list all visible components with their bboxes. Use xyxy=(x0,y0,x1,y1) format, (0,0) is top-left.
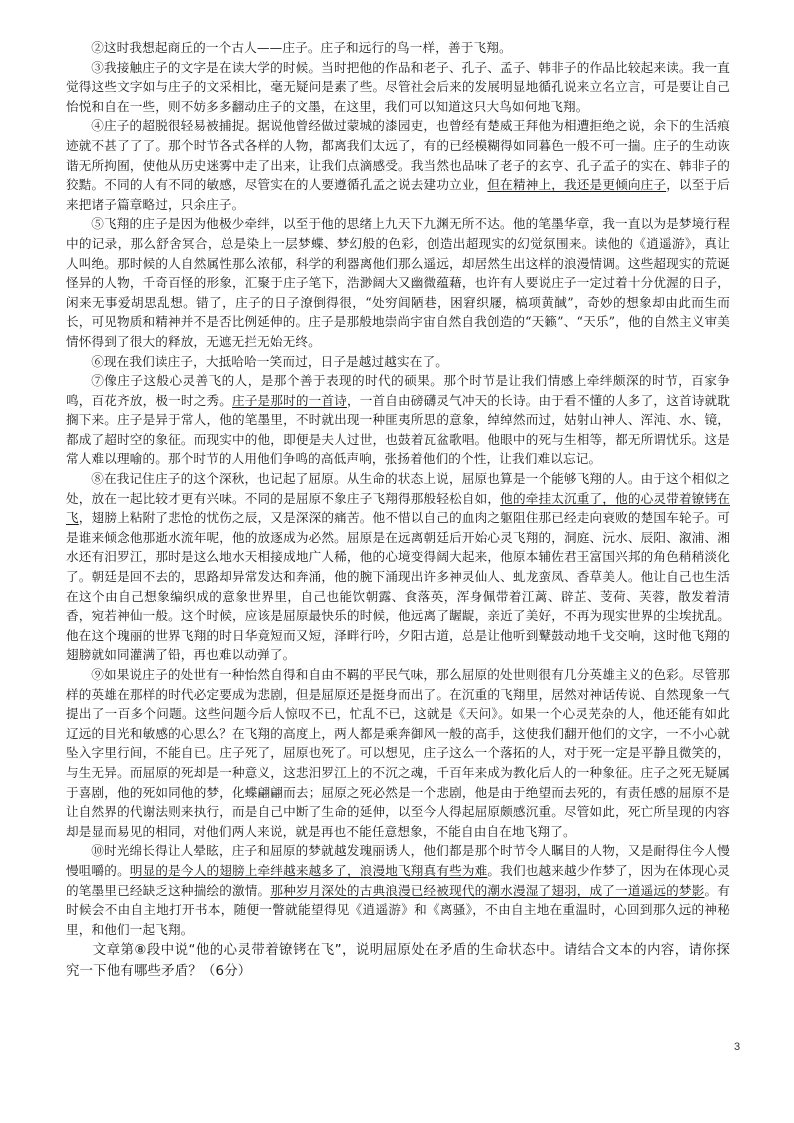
page-number: 3 xyxy=(734,1041,741,1053)
paragraph xyxy=(66,38,730,58)
paragraph-text: ⑨如果说庄子的处世有一种怡然自得和自由不羁的平民气味，那么屈原的处世则很有几分英雄主义的色彩。尽管那样的英雄在那样的时代必定要成为悲剧，但是屈原还是挺身而出了。在沉重的飞翔里，居然对神话传说、自然现象一气提出了一百多个问题。这些问题今后人惊叹不已，忙乱不已，这就是《天问》。如果一个心灵芜杂的人，他还能有如此辽远的目光和敏感的心思么？在飞翔的高度上，两人都是乘奔御风一般的高手，这使我们翻开他们的文字，一不小心就坠入字里行间，不能自已。庄子死了，屈原也死了。可以想见，庄子这么一个落拓的人，对于死一定是平静且微笑的，与生无异。而屈原的死却是一种意义，这悲汨罗江上的不沉之魂，千百年来成为教化后人的一种象征。庄子之死无疑属于喜剧，他的死如同他的梦，化蝶翩翩而去；屈原之死必然是一个悲剧，他是由于绝望而去死的，有责任感的屈原不是让自然界的代谢法则来执行，而是自己中断了生命的延伸，以至今人得起屈原颇感沉重。尽管如此，死亡所呈现的内容却是显而易见的相同，对他们两人来说，就是再也不能任意想象，不能自由自在地飞翔了。 xyxy=(66,667,730,839)
paragraph-text: ，一首自由磅礴灵气冲天的长诗。由于看不懂的人多了，这首诗就耽搁下来。庄子是异于常人，他的笔墨里，不时就出现一种匪夷所思的意象，绰绰然而过，姑射山神人、浑沌、水、镜，都成了超时空的象征。而现实中的他，即便是夫人过世，也鼓着瓦盆歌唱。他眼中的死与生相等，都无所谓忧乐。这是常人难以理喻的。那个时节的人用他们争鸣的高低声响，张扬着他们的个性，让我们难以忘记。 xyxy=(66,392,731,467)
document-body xyxy=(66,38,730,982)
underlined-sentence: 但在精神上，我还是更倾向庄子 xyxy=(487,177,667,193)
question-prompt: 文章第⑧段中说“他的心灵带着镣铐在飞”，说明屈原处在矛盾的生命状态中。请结合文本的内容，请你探究一下他有哪些矛盾？（6分） xyxy=(66,943,730,980)
paragraph-text: 。我们也越来越少作梦了，因为在体现心灵的笔墨里已经缺乏这种揣绘的激情。 xyxy=(66,862,731,898)
paragraph-text: ④庄子的超脱很轻易被捕捉。据说他曾经做过蒙城的漆园吏，也曾经有楚威王拜他为相遭拒绝之说，余下的生活痕迹就不甚了了了。那个时节各式各样的人物，都离我们太远了，有的已经模糊得如同暮色一般不可一揣。庄子的生动诙谐无所拘囿，使他从历史迷雾中走了出来，让我们点滴感受。我当然也品味了老子的玄亨、孔子孟子的实在、韩非子的狡黠。不同的人有不同的敏感，尽管实在的人要遵循孔孟之说去建功立业， xyxy=(66,118,730,193)
paragraph-text: ，翅膀上粘附了悲怆的忧伤之辰，又是深深的痛苦。他不惜以自己的血肉之躯阻住那已经走向衰败的楚国车轮子。可是谁来倾念他那逝水流年呢，他的放逐成为必然。屈原是在远离朝廷后开始心灵飞翔的，洞庭、沅水、辰阳、溆浦、湘水还有汨罗江，那时是这么地水天相接成地广人稀，他的心境变得阔大起来，他原本辅佐君王富国兴邦的角色稍稍淡化了。朝廷是回不去的，思路却异常发达和奔涌，他的腕下涌现出许多神灵仙人、虬龙蛮凤、香草美人。他让自己也生活在这个由自己想象编织成的意象世界里，自己也能饮朝露、食落英，浑身佩带着江蓠、辟芷、芰荷、芙蓉，散发着清香，宛若神仙一般。这个时候，应该是屈原最快乐的时候，他远离了龌龊，亲近了美好，不再为现实世界的尘埃扰乱。他在这个瑰丽的世界飞翔的时日华竟短而又短，泽畔行吟，夕阳古道，总是让他听到鼙鼓动地千戈交响，这时他飞翔的翅膀就如同灌满了铅，再也难以动弹了。 xyxy=(66,510,730,663)
paragraph-text: ⑩时光绵长得让人晕眩，庄子和屈原的梦就越发瑰丽诱人，他们都是那个时节令人瞩目的人物，又是耐得住今人慢慢咀嚼的。 xyxy=(66,843,730,878)
paragraph xyxy=(66,116,730,214)
paragraph xyxy=(66,352,730,372)
paragraph-text: ⑥现在我们读庄子，大抵哈哈一笑而过，日子是越过越实在了。 xyxy=(91,353,449,369)
paragraph-text: ②这时我想起商丘的一个古人——庄子。庄子和远行的鸟一样，善于飞翔。 xyxy=(91,40,512,55)
underlined-sentence: 他的牵挂太沉重了，他的心灵带着镣铐在飞 xyxy=(66,490,730,526)
paragraph xyxy=(66,665,730,841)
paragraph-text: 。有时候会不由自主地打开书本，随便一瞥就能望得见《逍遥游》和《离骚》，不由自主地在重温时，心回到那久远的神秘里，和他们一起飞翔。 xyxy=(66,882,730,937)
paragraph xyxy=(66,58,730,117)
underlined-sentence: 庄子是那时的一首诗 xyxy=(232,392,347,408)
paragraph-text: ，以至于后来把诸子篇章略过，只余庄子。 xyxy=(66,177,731,212)
paragraph-text: ⑤飞翔的庄子是因为他极少牵绊，以至于他的思绪上九天下九渊无所不达。他的笔墨华章，我一直以为是梦境行程中的记录，那么舒舍冥合，总是染上一层梦蝶、梦幻般的色彩，创造出超现实的幻觉氛围来。读他的《逍遥游》，真让人叫绝。那时候的人自然属性那么浓郁，科学的利器离他们那么遥远，却居然生出这样的浪漫情调。这些超现实的荒诞怪异的人物，千奇百怪的形象，汇聚于庄子笔下，浩渺阔大又幽微蕴藉，也许有人要说庄子一定过着十分优渥的日子，闲来无事爱胡思乱想。错了，庄子的日子潦倒得很，“处穷闾陋巷，困窘织屦，槁项黄馘”，奇妙的想象却由此而生而长，可见物质和精神并不是否比例延伸的。庄子是那般地崇尚宇宙自然自我创造的“天籁”、“天乐”，他的自然主义审美情怀得到了很大的释放，无遮无拦无始无终。 xyxy=(66,216,730,349)
paragraph-text: ③我接触庄子的文字是在读大学的时候。当时把他的作品和老子、孔子、孟子、韩非子的作品比较起来读。我一直觉得这些文字如与庄子的文采相比，毫无疑问是素了些。尽管社会后来的发展明显地循孔说来立名立言，可是要让自己怡悦和自在一些，则不妨多多翻动庄子的文墨，在这里，我们可以知道这只大鸟如何地飞翔。 xyxy=(66,59,730,114)
paragraph xyxy=(66,841,730,939)
paragraph-text: ⑦像庄子这般心灵善飞的人，是那个善于表现的时代的硕果。那个时节是让我们情感上牵绊颇深的时节，百家争鸣，百花齐放，极一时之秀。 xyxy=(66,373,730,408)
paragraph xyxy=(66,469,730,665)
underlined-sentence: 明显的是今人的翅膀上牵绊越来越多了，浪漫地飞翔真有些为难 xyxy=(129,862,488,878)
paragraph-text: ⑧在我记住庄子的这个深秋，也记起了屈原。从生命的状态上说，屈原也算是一个能够飞翔的人。由于这个相似之处，放在一起比较才更有兴味。不同的是屈原不象庄子飞翔得那般轻松自如， xyxy=(66,471,730,506)
paragraph xyxy=(66,371,730,469)
paragraph xyxy=(66,214,730,351)
underlined-sentence: 那种岁月深处的古典浪漫已经被现代的潮水漫湿了翅羽，成了一道遥远的梦影 xyxy=(270,882,705,898)
